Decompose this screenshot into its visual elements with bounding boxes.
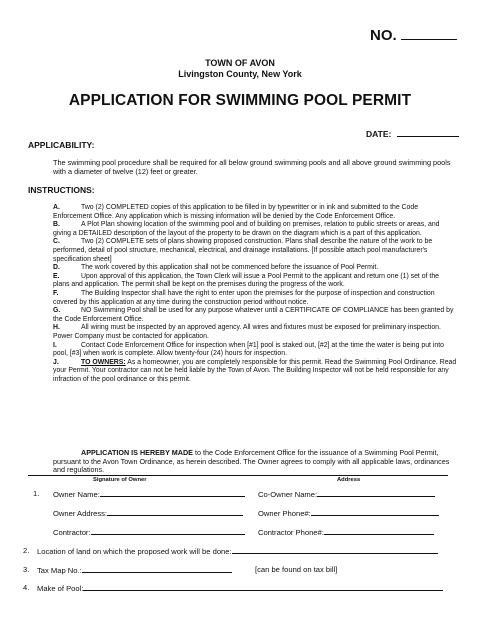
- date-field[interactable]: [397, 129, 459, 137]
- owner-name-field[interactable]: [100, 489, 245, 497]
- location-field[interactable]: [232, 546, 438, 554]
- county-name: Livingston County, New York: [178, 69, 302, 79]
- tax-map-label: Tax Map No.:: [37, 566, 82, 575]
- application-statement: APPLICATION IS HEREBY MADE to the Code Enforcement Office for the issuance of a Swimming Pool Permit, pursuant to the Avon Town Ordinance, as herein described. The Owner agrees to comply with all applicable laws, ordinances and regulations.: [53, 448, 450, 475]
- applicability-text: The swimming pool procedure shall be required for all below ground swimming pools and all above ground swimming pools with a diameter of twelve (12) feet or greater.: [53, 158, 451, 177]
- co-owner-name-row: [258, 489, 435, 499]
- owner-address-label: Owner Address:: [53, 509, 108, 518]
- instruction-item: I. Contact Code Enforcement Office for inspection when [#1] pool is staked out, [#2] at the time the water is being put into pool, [#3] when work is complete. Allow twenty-four (24) hours for inspection.: [53, 341, 444, 358]
- owner-address-field[interactable]: [107, 508, 243, 516]
- to-owners-label: TO OWNERS:: [81, 358, 126, 366]
- make-of-pool-label: Make of Pool:: [37, 584, 84, 593]
- row-number-1: 1.: [33, 489, 40, 498]
- date-label: DATE:: [366, 129, 392, 139]
- owner-phone-label: Owner Phone#:: [258, 509, 311, 518]
- date-row: [366, 129, 459, 139]
- contractor-field[interactable]: [91, 527, 245, 535]
- tax-map-field[interactable]: [82, 565, 232, 573]
- address-header: Address: [337, 477, 361, 483]
- contractor-label: Contractor:: [53, 528, 91, 537]
- tax-map-note: [can be found on tax bill]: [255, 565, 338, 574]
- owner-name-row: [53, 489, 245, 499]
- form-number-field[interactable]: [401, 27, 457, 40]
- instructions-list: [53, 204, 457, 384]
- instruction-item: E. Upon approval of this application, the Town Clerk will issue a Pool Permit to the applicant and return one (1) set of the plans and application. The permit shall be kept on the premises during the progress of the work.: [53, 272, 439, 289]
- town-name: TOWN OF AVON: [205, 58, 275, 68]
- form-number-label: NO.: [370, 27, 397, 44]
- instruction-item: A. Two (2) COMPLETED copies of this application to be filled in by typewritter or in ink and submitted to the Code Enforcement Office. Any application which is missing information will be denied by the Code Enforcement Office.: [53, 204, 419, 220]
- row-number-4: 4.: [23, 583, 30, 592]
- instruction-item: H. All wiring must be inspected by an approved agency. All wires and fixtures must be exposed for preliminary inspection. Power Company must be contacted for application.: [53, 324, 441, 340]
- location-row: [37, 546, 438, 556]
- instruction-item: D. The work covered by this application shall not be commenced before the issuance of Pool Permit.: [53, 264, 379, 272]
- instruction-item: J. TO OWNERS: As a homeowner, you are completely responsible for this permit. Read the Swimming Pool Ordinance. Read your Permit. Your contractor can not be held liable by the Town of Avon. The Building Inspector will not be held responsible for any infraction of the pool ordinance or this permit.: [53, 358, 457, 383]
- tax-map-row: [37, 565, 232, 575]
- owner-phone-row: [258, 508, 439, 518]
- row-number-3: 3.: [23, 565, 30, 574]
- page-title: APPLICATION FOR SWIMMING POOL PERMIT: [68, 92, 412, 109]
- co-owner-name-field[interactable]: [317, 489, 435, 497]
- instruction-item: G. NO Swimming Pool shall be used for any purpose whatever until a CERTIFICATE OF COMPLIANCE has been granted by the Code Enforcement Office.: [53, 307, 454, 323]
- signature-header: Signature of Owner: [93, 477, 147, 483]
- make-of-pool-row: [37, 583, 443, 593]
- owner-address-row: [53, 508, 243, 518]
- make-of-pool-field[interactable]: [83, 583, 443, 591]
- instruction-item: B. A Plot Plan showing location of the swimming pool and of building on premises, relation to public streets or areas, and giving a DETAILED description of the layout of the property to be drawn on the diagram which is a part of this application.: [53, 221, 440, 237]
- contractor-phone-label: Contractor Phone#:: [258, 528, 324, 537]
- co-owner-name-label: Co-Owner Name:: [258, 490, 318, 499]
- application-statement-lead: APPLICATION IS HEREBY MADE: [81, 448, 193, 457]
- form-number: [370, 27, 457, 44]
- location-label: Location of land on which the proposed work will be done:: [37, 547, 232, 556]
- instruction-item: C. Two (2) COMPLETE sets of plans showing proposed construction. Plans shall describe the nature of the work to be performed, detail of pool structure, mechanical, electrical, and drainage installations. [If possible attach pool manufacturer's specification sheet]: [53, 238, 433, 263]
- row-number-2: 2.: [23, 546, 30, 555]
- contractor-row: [53, 527, 245, 537]
- applicability-heading: APPLICABILITY:: [28, 140, 95, 150]
- owner-phone-field[interactable]: [311, 508, 439, 516]
- owner-name-label: Owner Name:: [53, 490, 100, 499]
- signature-divider: [28, 475, 448, 476]
- instruction-item: F. The Building Inspector shall have the right to enter upon the premises for the purpose of inspection and construction covered by this application at any time during the construction period without notice.: [53, 289, 435, 306]
- contractor-phone-row: [258, 527, 434, 537]
- instructions-heading: INSTRUCTIONS:: [28, 185, 95, 195]
- contractor-phone-field[interactable]: [324, 527, 434, 535]
